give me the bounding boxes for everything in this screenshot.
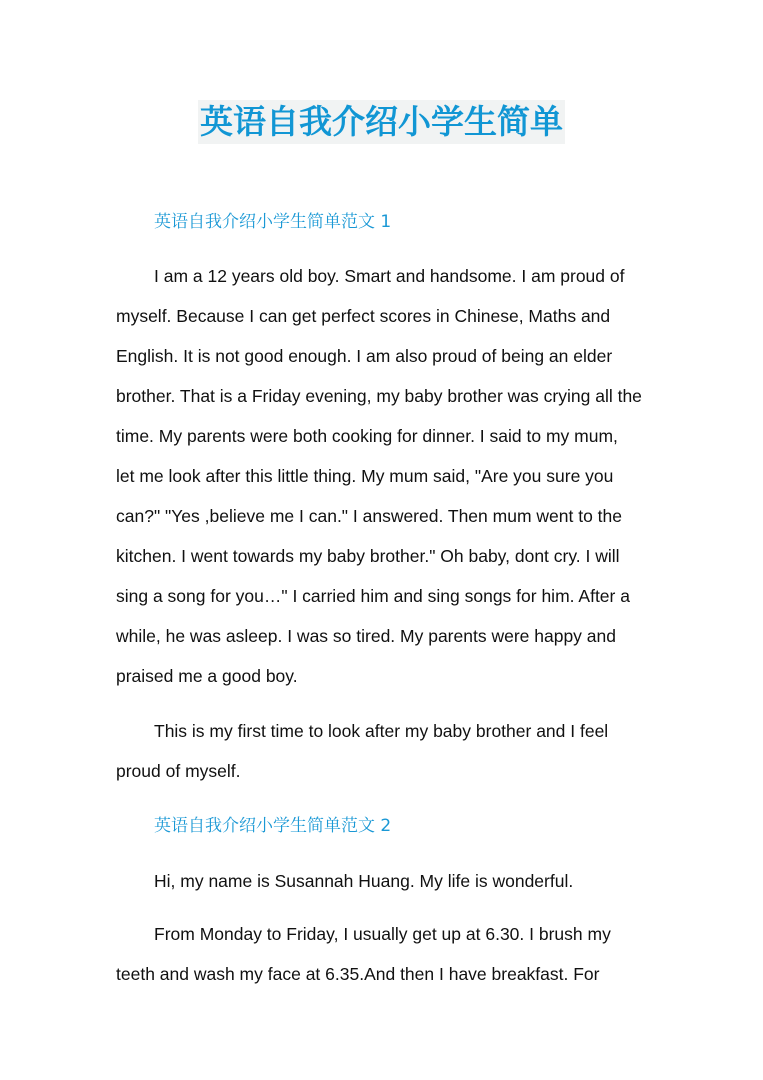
paragraph-line: can?" "Yes ,believe me I can." I answered. Then mum went to the <box>116 506 622 526</box>
paragraph-line: praised me a good boy. <box>116 666 298 686</box>
paragraph-line: Hi, my name is Susannah Huang. My life is wonderful. <box>154 871 574 891</box>
section-heading: 英语自我介绍小学生简单范文 1 <box>154 212 392 232</box>
document-title: 英语自我介绍小学生简单 <box>198 100 565 144</box>
paragraph-line: let me look after this little thing. My mum said, "Are you sure you <box>116 466 614 486</box>
paragraph-line: From Monday to Friday, I usually get up at 6.30. I brush my <box>154 924 611 944</box>
paragraph-line: proud of myself. <box>116 761 241 781</box>
paragraph-line: This is my first time to look after my baby brother and I feel <box>154 721 609 741</box>
paragraph-line: kitchen. I went towards my baby brother." Oh baby, dont cry. I will <box>116 546 620 566</box>
paragraph-line: time. My parents were both cooking for dinner. I said to my mum, <box>116 426 618 446</box>
paragraph-line: sing a song for you…" I carried him and sing songs for him. After a <box>116 586 630 606</box>
paragraph-line: while, he was asleep. I was so tired. My parents were happy and <box>116 626 616 646</box>
paragraph-line: brother. That is a Friday evening, my baby brother was crying all the <box>116 386 642 406</box>
paragraph-line: teeth and wash my face at 6.35.And then I have breakfast. For <box>116 964 600 984</box>
paragraph-line: English. It is not good enough. I am also proud of being an elder <box>116 346 613 366</box>
paragraph-line: myself. Because I can get perfect scores in Chinese, Maths and <box>116 306 611 326</box>
paragraph-line: I am a 12 years old boy. Smart and handsome. I am proud of <box>154 266 625 286</box>
section-heading: 英语自我介绍小学生简单范文 2 <box>154 816 392 836</box>
